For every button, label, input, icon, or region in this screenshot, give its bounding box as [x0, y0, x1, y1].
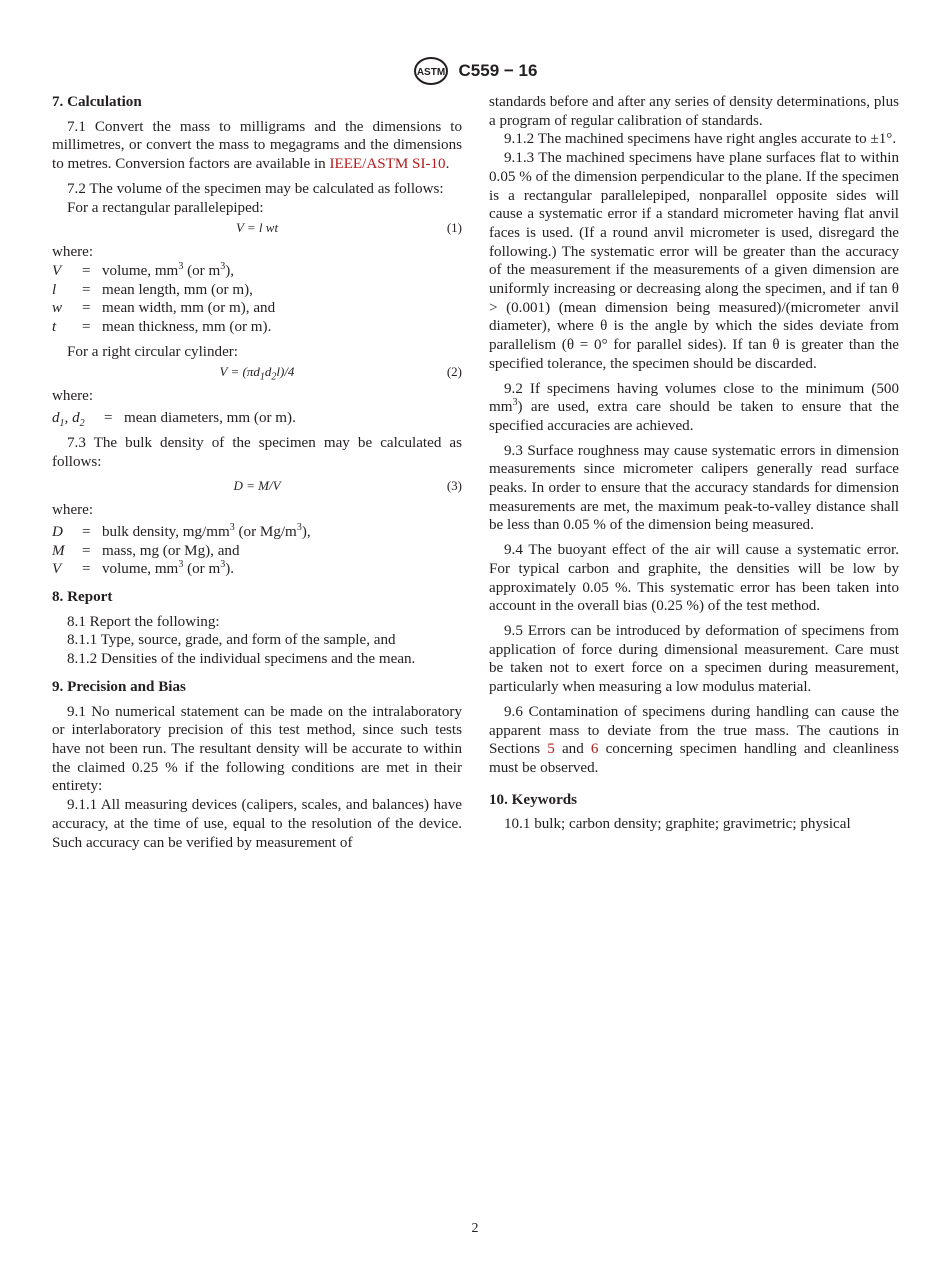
paragraph-9-1-2: 9.1.2 The machined specimens have right angles accurate to ±1°. — [504, 131, 897, 148]
variables-list-1 — [52, 262, 462, 337]
paragraph-9-1-1-continued: standards before and after any series of density determinations, plus a program of regular calibration of standards. — [489, 94, 899, 129]
paragraph-8-1: 8.1 Report the following: — [67, 613, 220, 630]
where-label: where: — [52, 502, 94, 519]
equation-3: D = M/V (3) — [233, 478, 462, 494]
section-7-title: 7. Calculation — [52, 94, 142, 110]
variable-row: l = mean length, mm (or m), — [52, 281, 253, 298]
standard-designation: C559 − 16 — [458, 61, 538, 80]
variable-row: t = mean thickness, mm (or m). — [52, 319, 272, 336]
variable-row: D = bulk density, $mg/mm^3$ (or $Mg/m^3$), — [52, 521, 311, 540]
page-header — [0, 56, 950, 86]
right-column — [489, 93, 899, 834]
section-8-title: 8. Report — [52, 589, 113, 606]
variables-list-3 — [52, 523, 462, 579]
paragraph-9-1-1: 9.1.1 All measuring devices (calipers, scales, and balances) have accuracy, at the time of use, equal to the resolution of the device. Such accuracy can be verified by measurement of — [52, 797, 462, 851]
variable-row: M = mass, mg (or Mg), and — [52, 542, 240, 559]
where-label: where: — [52, 244, 94, 261]
paragraph-9-4: 9.4 The buoyant effect of the air will cause a systematic error. For typical carbon and graphite, the densities will be low by approximately 0.05 %. This systematic error has been taken into account in the overall bias (0.25 %) of the test method. — [489, 542, 899, 615]
paragraph-10-1: 10.1 bulk; carbon density; graphite; gravimetric; physical — [504, 816, 851, 833]
rect-intro: For a rectangular parallelepiped: — [67, 199, 264, 216]
si10-link[interactable]: IEEE/ASTM SI-10 — [329, 156, 446, 173]
paragraph-9-1: 9.1 No numerical statement can be made on the intralaboratory or interlaboratory precision of this test method, since such tests have not been run. The resultant density will be accurate to within the claimed 0.25 % if the following conditions are met in their entirety: — [52, 703, 462, 795]
section-9-title: 9. Precision and Bias — [52, 678, 186, 695]
paragraph-9-5: 9.5 Errors can be introduced by deformation of specimens from application of force during dimensional measurement. Care must be taken not to exert force on a specimen during measurement, particularly when measuring a low modulus material. — [489, 622, 899, 696]
variable-row: w = mean width, mm (or m), and — [52, 300, 276, 317]
section-10-title: 10. Keywords — [489, 791, 578, 808]
paragraph-7-1: 7.1 Convert the mass to milligrams and the dimensions to millimetres, or convert the mass to megagrams and the dimensions to metres. Conversion factors are available in IEEE/ASTM SI-10. — [52, 118, 462, 173]
paragraph-9-3: 9.3 Surface roughness may cause systematic errors in dimension measurements since micrometer calipers generally read surface peaks. In order to ensure that the accuracy standards for dimension measurements are met, the maximum peak-to-valley distance shall be less than 0.05 % of the dimension being measured. — [489, 442, 899, 534]
svg-text:ASTM: ASTM — [416, 67, 445, 78]
paragraph-9-1-3: 9.1.3 The machined specimens have plane surfaces flat to within 0.05 % of the dimension perpendicular to the plane. If the specimen is a rectangular parallelepiped, nonparallel opposite sides will cause a systematic error if a standard micrometer having flat anvil faces is used. (If a round anvil micrometer is used, disregard the following.) The systematic error will be greater than the accuracy of the measurement if the measurements of a given dimension are uniformly increasing or decreasing along the specimen, and if tan θ > (0.001) (mean dimension being measured)/(micrometer anvil diameter), where θ is the angle by which the sides deviate from parallelism (θ = 0° for parallel sides). If tan θ is greater than the specified tolerance, the specimen should be discarded. — [489, 150, 899, 372]
section-5-link[interactable]: 5 — [547, 741, 555, 758]
paragraph-9-6: 9.6 Contamination of specimens during handling can cause the apparent mass to deviate from the true mass. The cautions in Sections 5 and 6 concerning specimen handling and cleanliness must be observed. — [489, 703, 899, 776]
paragraph-8-1-1: 8.1.1 Type, source, grade, and form of the sample, and — [67, 632, 396, 649]
equation-1: V = l wt (1) — [235, 220, 462, 236]
paragraph-9-2: 9.2 If specimens having volumes close to the minimum (500 $mm^3$) are used, extra care should be taken to ensure that the specified accuracies are achieved. — [489, 380, 899, 434]
section-6-link[interactable]: 6 — [590, 741, 599, 758]
paragraph-7-2: 7.2 The volume of the specimen may be calculated as follows: — [67, 180, 444, 197]
variable-row: $d_1$, $d_2$ = mean diameters, mm (or m). — [52, 410, 296, 430]
paragraph-8-1-2: 8.1.2 Densities of the individual specimens and the mean. — [67, 651, 416, 668]
cylinder-intro: For a right circular cylinder: — [67, 343, 238, 360]
where-label: where: — [52, 388, 94, 405]
equation-2: $V = (\pi d_1d_2l)/4$ (2) — [219, 364, 462, 384]
left-column — [52, 93, 462, 852]
variables-list-2 — [52, 409, 462, 428]
variable-row: V = volume, $mm^3$ (or $m^3$). — [52, 559, 235, 578]
page-number: 2 — [471, 1221, 479, 1236]
astm-logo-icon — [413, 56, 449, 86]
variable-row: V = volume, $mm^3$ (or $m^3$), — [52, 260, 235, 279]
paragraph-7-3: 7.3 The bulk density of the specimen may be calculated as follows: — [52, 434, 462, 470]
